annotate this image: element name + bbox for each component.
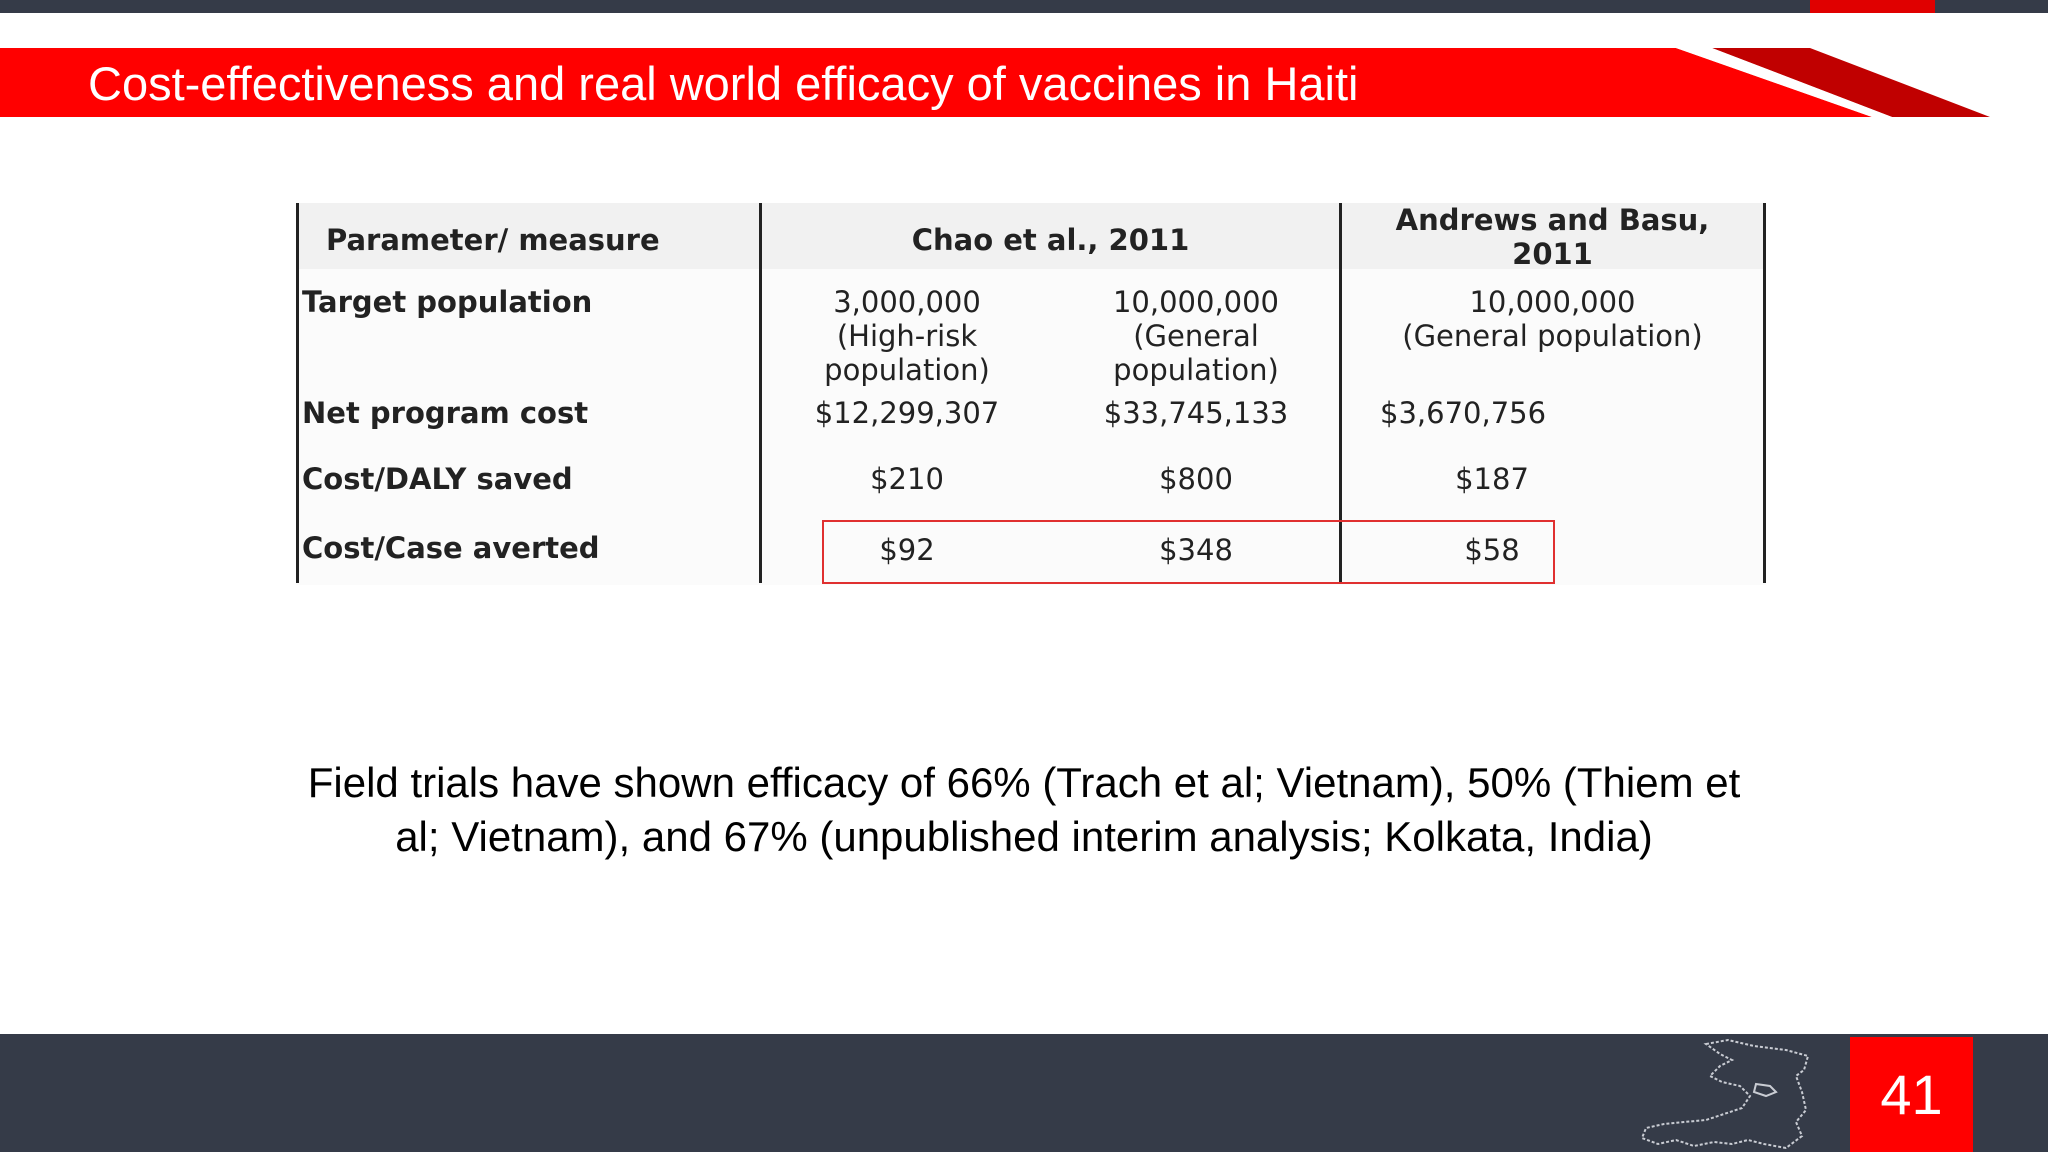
- cell-daly-chao2: $800: [1159, 462, 1233, 496]
- cell-net-andrews: $3,670,756: [1380, 396, 1547, 430]
- haiti-map-icon: [1636, 1036, 1812, 1152]
- efficacy-text-line1: Field trials have shown efficacy of 66% (Trach et al; Vietnam), 50% (Thiem et: [307, 759, 1741, 806]
- cell-daly-andrews: $187: [1455, 462, 1529, 496]
- cell-daly-chao1: $210: [870, 462, 944, 496]
- slide-title: Cost-effectiveness and real world efficacy of vaccines in Haiti: [88, 57, 1359, 110]
- cell-case-andrews: $58: [1464, 533, 1520, 567]
- table-divider-param: [759, 203, 762, 583]
- cell-target-chao2-line1: 10,000,000: [1112, 285, 1280, 319]
- cell-net-chao1: $12,299,307: [814, 396, 1000, 430]
- row-label-target-population: Target population: [302, 285, 593, 319]
- row-label-cost-daly: Cost/DALY saved: [302, 462, 573, 496]
- cell-net-chao2: $33,745,133: [1103, 396, 1289, 430]
- cell-case-chao1: $92: [879, 533, 935, 567]
- efficacy-text-line2: al; Vietnam), and 67% (unpublished interim analysis; Kolkata, India): [395, 813, 1653, 860]
- title-banner: [0, 0, 2048, 130]
- cell-target-andrews-line1: 10,000,000: [1469, 285, 1636, 319]
- cell-target-chao1-line3: population): [824, 353, 990, 387]
- efficacy-text: [200, 756, 1848, 864]
- table-divider-right: [1763, 203, 1766, 583]
- header-parameter: Parameter/ measure: [326, 223, 660, 257]
- table-divider-left: [296, 203, 299, 583]
- header-andrews-line2: 2011: [1512, 237, 1593, 271]
- highlight-box: [822, 520, 1555, 584]
- page-number: 41: [1850, 1037, 1973, 1152]
- cell-target-chao2-line3: population): [1113, 353, 1279, 387]
- cell-case-chao2: $348: [1159, 533, 1233, 567]
- row-label-cost-case-averted: Cost/Case averted: [302, 531, 600, 565]
- cell-target-chao1-line2: (High-risk: [836, 319, 978, 353]
- row-label-net-program-cost: Net program cost: [302, 396, 589, 430]
- cell-target-andrews-line2: (General population): [1402, 319, 1703, 353]
- cell-target-chao1-line1: 3,000,000: [833, 285, 981, 319]
- header-chao: Chao et al., 2011: [911, 223, 1190, 257]
- cell-target-chao2-line2: (General: [1133, 319, 1259, 353]
- header-andrews-line1: Andrews and Basu,: [1395, 203, 1710, 237]
